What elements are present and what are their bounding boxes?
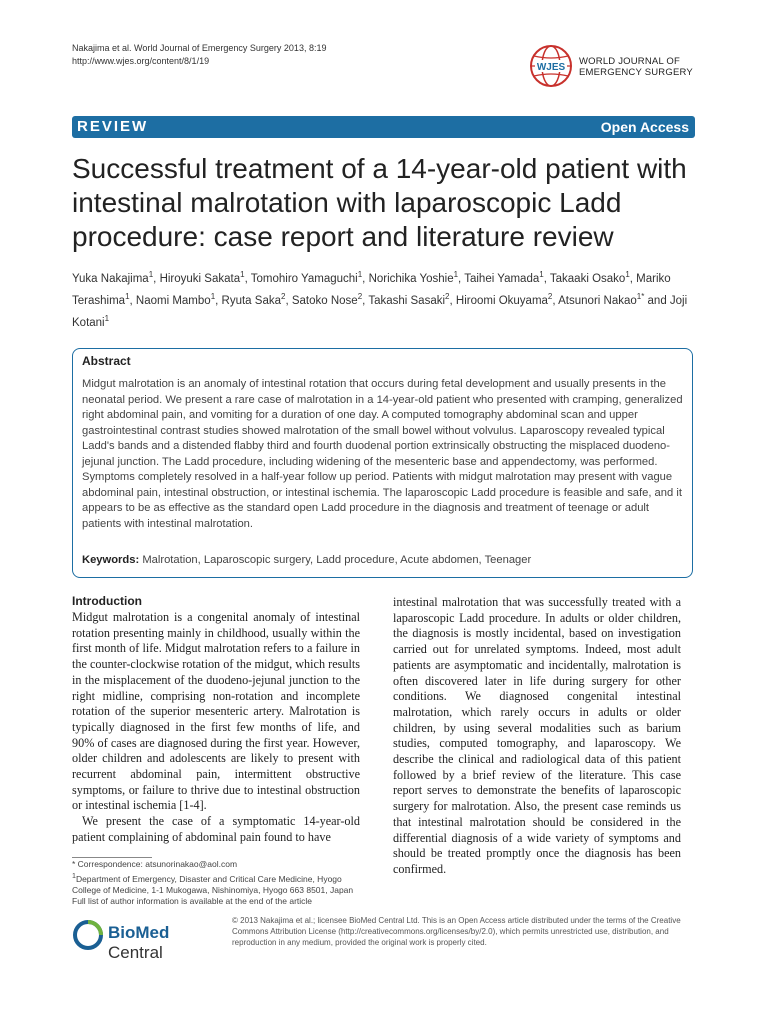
keywords <box>82 554 685 566</box>
body-column-right <box>393 595 681 878</box>
biomed-central-icon <box>72 919 104 951</box>
citation-header <box>72 42 326 68</box>
author-affiliation-marker: 1 <box>104 314 110 324</box>
keywords-label: Keywords: <box>82 554 140 566</box>
author-affiliation-marker: 1 <box>210 292 216 302</box>
author-name: Hiroomi Okuyama$^2$ <box>455 292 553 308</box>
abstract-text: Midgut malrotation is an anomaly of intestinal rotation that occurs during fetal development and usually presents in the neonatal period. We present a rare case of malrotation in a 14-year-old patient who presented with cramping, generalized right abdominal pain, and vomiting for a duration of one day. A computed tomography abdominal scan and upper gastrointestinal contrast studies showed malrotation of the small bowel without volvulus. Laparoscopy revealed typical Ladd's bands and a distended flabby third and fourth duodenal portion extrinsically obstructing the misplaced duodeno-jejunal junction. The Ladd procedure, including widening of the mesenteric base and appendectomy, was performed. Symptoms completely resolved in a half-year follow up period. Patients with midgut malrotation may present with vague abdominal pain, intestinal obstruction, or intestinal ischemia. The laparoscopic Ladd procedure is feasible and safe, and it appears to be as effective as the standard open Ladd procedure in the diagnosis and treatment of teenage or adult patients with intestinal malrotation. <box>82 378 683 530</box>
author-affiliation-marker: 1 <box>357 270 363 279</box>
keywords-list: Malrotation, Laparoscopic surgery, Ladd procedure, Acute abdomen, Teenager <box>142 554 532 566</box>
article-type-banner <box>72 116 695 138</box>
intro-paragraph-2: We present the case of a symptomatic 14-year-old patient complaining of abdominal pain found to have <box>72 814 360 844</box>
article-type-label: REVIEW <box>77 118 149 135</box>
author-name: Takaaki Osako$^1$ <box>549 270 630 285</box>
abstract-heading: Abstract <box>82 354 131 368</box>
article-title: Successful treatment of a 14-year-old patient with intestinal malrotation with laparoscopic Ladd procedure: case report and literature review <box>72 153 687 252</box>
body-column-left <box>72 610 360 846</box>
author-name: Joji Kotani$^1$ <box>72 295 688 330</box>
footnote-divider <box>72 857 152 858</box>
license-text: © 2013 Nakajima et al.; licensee BioMed Central Ltd. This is an Open Access article distributed under the terms of the Creative Commons Attribution License (http://creativecommons.org/licenses/by/2.0), which permits unrestricted use, distribution, and reproduction in any medium, provided the original work is properly cited. <box>232 916 681 947</box>
author-affiliation-marker: 2 <box>445 292 450 302</box>
author-name: Tomohiro Yamaguchi$^1$ <box>250 270 363 285</box>
author-name: Satoko Nose$^2$ <box>291 292 363 308</box>
introduction-heading: Introduction <box>72 594 142 608</box>
author-affiliation-marker: 2 <box>357 292 363 302</box>
author-name: Norichika Yoshie$^1$ <box>368 270 459 285</box>
author-name: Naomi Mambo$^1$ <box>135 292 216 308</box>
wjes-logo-text: WJES <box>536 62 566 73</box>
wjes-globe-icon <box>527 42 577 92</box>
affiliation-note: $^1$Department of Emergency, Disaster and Critical Care Medicine, Hyogo College of Medicine, 1-1 Mukogawa, Nishinomiya, Hyogo 663 8501, Japan <box>72 871 354 895</box>
author-affiliation-marker: 1 <box>539 270 544 279</box>
biomed-central-logo <box>72 919 222 962</box>
author-affiliation-marker: 2 <box>547 292 553 302</box>
intro-paragraph-1: Midgut malrotation is a congenital anomaly of intestinal rotation presenting mainly in childhood, usually within the first month of life. Midgut malrotation refers to a failure in the counter-clockwise rotation of the midgut, which results in the misplacement of the duodeno-jejunal junction to the right midline, comprising non-rotation and incomplete rotation of the superior mesenteric artery. Malrotation is typically diagnosed in the first few months of life, and 90% of cases are diagnosed during the first year. However, older children and adolescents are likely to present with recurrent abdominal pain, intermittent obstructive symptoms, or failure to thrive due to intestinal obstruction or intestinal ischemia [1-4]. <box>72 610 360 813</box>
author-affiliation-marker: 1* <box>636 292 645 302</box>
journal-name: WORLD JOURNAL OF EMERGENCY SURGERY <box>579 56 693 78</box>
article-url-link[interactable]: http://www.wjes.org/content/8/1/19 <box>72 56 210 66</box>
author-affiliation-marker: 1 <box>453 270 459 279</box>
author-name: Hiroyuki Sakata$^1$ <box>159 270 245 285</box>
author-name: Yuka Nakajima$^1$ <box>72 270 154 285</box>
author-affiliation-marker: 2 <box>280 292 286 302</box>
footnotes <box>72 859 372 908</box>
author-info-note: Full list of author information is available at the end of the article <box>72 896 313 907</box>
author-list: Yuka Nakajima$^1$, Hiroyuki Sakata$^1$, Tomohiro Yamaguchi$^1$, Norichika Yoshie$^1$, Taihei Yamada$^1$, Takaaki Osako$^1$, Mariko Terashima$^1$, Naomi Mambo$^1$, Ryuta Saka$^2$, Satoko Nose$^2$, Takashi Sasaki$^2$, Hiroomi Okuyama$^2$, Atsunori Nakao$^{1*}$ and Joji Kotani$^1$ <box>72 270 688 330</box>
author-affiliation-marker: 1 <box>125 292 130 302</box>
author-affiliation-marker: 1 <box>625 270 630 279</box>
biomed-central-wordmark: BioMed Central <box>108 923 170 962</box>
intro-paragraph-2-continued: intestinal malrotation that was successfully treated with a laparoscopic Ladd procedure. In adults or older children, the diagnosis is mostly incidental, based on investigation carried out for unrelated symptoms. Indeed, most adult patients are asymptomatic and incidentally, malrotation is often discovered later in life during surgery for other conditions. We diagnosed congenital intestinal malrotation, which rarely occurs in adults or older children, by using several modalities such as barium studies, computed tomography, and laparoscopy. We describe the clinical and radiological data of this patient followed by a brief review of the literature. This case report serves to demonstrate the benefits of laparoscopic surgery for malrotation. Also, the present case reminds us that intestinal malrotation should be considered in the differential diagnosis of a wide variety of symptoms and should be treated promptly once the diagnosis has been confirmed. <box>393 595 681 876</box>
open-access-label: Open Access <box>600 119 689 135</box>
author-affiliation-marker: 1 <box>148 270 154 279</box>
author-name: Atsunori Nakao$^{1*}$ <box>558 292 645 308</box>
author-affiliation-marker: 1 <box>240 270 245 279</box>
author-name: Ryuta Saka$^2$ <box>221 292 286 308</box>
correspondence-note: * Correspondence: atsunorinakao@aol.com <box>72 859 238 869</box>
author-name: Taihei Yamada$^1$ <box>464 270 544 285</box>
journal-logo <box>527 42 699 92</box>
author-name: Takashi Sasaki$^2$ <box>368 292 450 308</box>
author-name: Mariko Terashima$^1$ <box>72 272 671 308</box>
citation-text: Nakajima et al. World Journal of Emergency Surgery 2013, 8:19 <box>72 43 327 53</box>
